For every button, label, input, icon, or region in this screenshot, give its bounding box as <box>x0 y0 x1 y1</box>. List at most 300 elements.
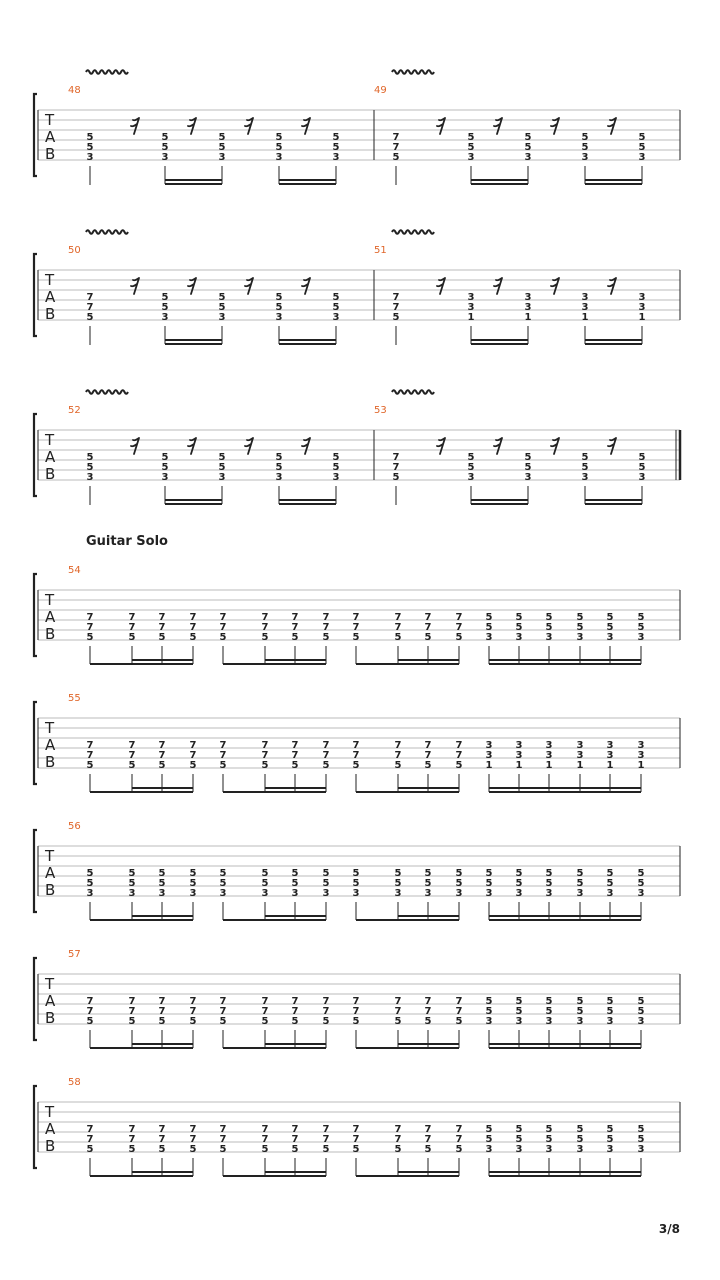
fret-number: 5 <box>637 1134 645 1145</box>
fret-number: 5 <box>455 878 463 889</box>
tab-clef-letter: A <box>45 288 56 306</box>
fret-number: 3 <box>524 472 532 483</box>
fret-number: 5 <box>218 452 226 463</box>
fret-number: 7 <box>189 750 197 761</box>
fret-number: 5 <box>637 622 645 633</box>
fret-number: 3 <box>638 152 646 163</box>
fret-number: 3 <box>581 302 589 313</box>
fret-number: 5 <box>161 302 169 313</box>
fret-number: 7 <box>189 996 197 1007</box>
fret-number: 5 <box>638 142 646 153</box>
vibrato-icon <box>392 230 434 234</box>
fret-number: 7 <box>219 1134 227 1145</box>
fret-number: 5 <box>275 132 283 143</box>
fret-number: 5 <box>485 612 493 623</box>
vibrato-icon <box>86 70 128 74</box>
fret-number: 7 <box>394 612 402 623</box>
fret-number: 5 <box>352 1016 360 1027</box>
fret-number: 3 <box>581 152 589 163</box>
fret-number: 3 <box>485 750 493 761</box>
fret-number: 5 <box>638 452 646 463</box>
fret-number: 5 <box>392 152 400 163</box>
fret-number: 7 <box>189 740 197 751</box>
fret-number: 7 <box>189 622 197 633</box>
fret-number: 5 <box>261 878 269 889</box>
fret-number: 3 <box>275 472 283 483</box>
fret-number: 3 <box>637 888 645 899</box>
fret-number: 7 <box>219 996 227 1007</box>
fret-number: 5 <box>637 612 645 623</box>
fret-number: 5 <box>515 622 523 633</box>
fret-number: 5 <box>606 612 614 623</box>
fret-number: 3 <box>576 632 584 643</box>
fret-number: 5 <box>637 1006 645 1017</box>
fret-number: 7 <box>158 996 166 1007</box>
fret-number: 3 <box>606 632 614 643</box>
fret-number: 7 <box>455 750 463 761</box>
fret-number: 7 <box>219 1124 227 1135</box>
fret-number: 5 <box>352 878 360 889</box>
fret-number: 5 <box>467 142 475 153</box>
fret-number: 3 <box>485 632 493 643</box>
fret-number: 3 <box>576 1144 584 1155</box>
fret-number: 5 <box>322 760 330 771</box>
fret-number: 7 <box>128 612 136 623</box>
fret-number: 3 <box>545 740 553 751</box>
fret-number: 7 <box>352 612 360 623</box>
fret-number: 5 <box>275 452 283 463</box>
fret-number: 5 <box>515 612 523 623</box>
fret-number: 5 <box>455 1016 463 1027</box>
fret-number: 3 <box>467 302 475 313</box>
fret-number: 7 <box>158 750 166 761</box>
fret-number: 7 <box>352 1124 360 1135</box>
tab-clef-letter: B <box>45 881 56 899</box>
fret-number: 7 <box>322 1134 330 1145</box>
sixteenth-rest-icon <box>437 118 445 134</box>
fret-number: 3 <box>637 632 645 643</box>
fret-number: 7 <box>424 750 432 761</box>
system-bracket <box>34 830 37 912</box>
fret-number: 3 <box>219 888 227 899</box>
fret-number: 5 <box>515 1134 523 1145</box>
sixteenth-rest-icon <box>245 278 253 294</box>
fret-number: 5 <box>158 868 166 879</box>
fret-number: 5 <box>576 1124 584 1135</box>
fret-number: 5 <box>637 878 645 889</box>
fret-number: 3 <box>332 152 340 163</box>
sixteenth-rest-icon <box>494 438 502 454</box>
fret-number: 7 <box>424 740 432 751</box>
fret-number: 5 <box>275 142 283 153</box>
fret-number: 5 <box>576 1134 584 1145</box>
measure-number: 58 <box>68 1077 81 1088</box>
fret-number: 5 <box>218 462 226 473</box>
measure-number: 55 <box>68 693 81 704</box>
fret-number: 7 <box>291 996 299 1007</box>
fret-number: 7 <box>219 750 227 761</box>
tab-clef-letter: A <box>45 1120 56 1138</box>
fret-number: 3 <box>86 472 94 483</box>
fret-number: 7 <box>261 740 269 751</box>
fret-number: 5 <box>128 878 136 889</box>
fret-number: 5 <box>606 1124 614 1135</box>
fret-number: 5 <box>219 868 227 879</box>
fret-number: 7 <box>291 740 299 751</box>
fret-number: 5 <box>86 632 94 643</box>
fret-number: 5 <box>189 1016 197 1027</box>
section-label-guitar-solo: Guitar Solo <box>86 534 168 549</box>
fret-number: 5 <box>581 142 589 153</box>
fret-number: 5 <box>524 462 532 473</box>
fret-number: 5 <box>161 142 169 153</box>
sixteenth-rest-icon <box>188 118 196 134</box>
fret-number: 5 <box>86 1144 94 1155</box>
fret-number: 3 <box>606 1144 614 1155</box>
system-bracket <box>34 94 37 176</box>
tab-clef-letter: B <box>45 145 56 163</box>
system-bracket <box>34 574 37 656</box>
fret-number: 5 <box>545 612 553 623</box>
vibrato-icon <box>86 390 128 394</box>
fret-number: 7 <box>128 622 136 633</box>
fret-number: 3 <box>158 888 166 899</box>
fret-number: 7 <box>86 1006 94 1017</box>
fret-number: 3 <box>637 1016 645 1027</box>
fret-number: 5 <box>394 878 402 889</box>
fret-number: 7 <box>394 996 402 1007</box>
sixteenth-rest-icon <box>302 438 310 454</box>
fret-number: 7 <box>261 1134 269 1145</box>
fret-number: 3 <box>332 472 340 483</box>
tab-clef-letter: T <box>45 111 55 129</box>
tab-clef-letter: T <box>45 975 55 993</box>
fret-number: 5 <box>392 312 400 323</box>
fret-number: 7 <box>158 1124 166 1135</box>
fret-number: 3 <box>637 740 645 751</box>
tab-clef-letter: B <box>45 753 56 771</box>
fret-number: 3 <box>606 1016 614 1027</box>
fret-number: 5 <box>86 868 94 879</box>
sixteenth-rest-icon <box>437 278 445 294</box>
fret-number: 7 <box>352 750 360 761</box>
fret-number: 5 <box>485 868 493 879</box>
fret-number: 5 <box>352 632 360 643</box>
fret-number: 5 <box>218 142 226 153</box>
sixteenth-rest-icon <box>494 278 502 294</box>
fret-number: 5 <box>394 632 402 643</box>
tab-clef-letter: T <box>45 591 55 609</box>
fret-number: 5 <box>467 452 475 463</box>
fret-number: 7 <box>128 1134 136 1145</box>
fret-number: 5 <box>485 1124 493 1135</box>
fret-number: 5 <box>218 292 226 303</box>
fret-number: 7 <box>291 1006 299 1017</box>
fret-number: 1 <box>576 760 584 771</box>
fret-number: 3 <box>485 740 493 751</box>
fret-number: 5 <box>424 760 432 771</box>
fret-number: 7 <box>219 740 227 751</box>
sixteenth-rest-icon <box>131 278 139 294</box>
fret-number: 7 <box>322 1124 330 1135</box>
fret-number: 5 <box>261 868 269 879</box>
fret-number: 3 <box>581 472 589 483</box>
fret-number: 5 <box>189 760 197 771</box>
fret-number: 5 <box>581 132 589 143</box>
fret-number: 3 <box>485 888 493 899</box>
fret-number: 3 <box>189 888 197 899</box>
tab-clef-letter: T <box>45 431 55 449</box>
fret-number: 3 <box>524 292 532 303</box>
fret-number: 5 <box>291 868 299 879</box>
fret-number: 5 <box>637 1124 645 1135</box>
fret-number: 5 <box>128 632 136 643</box>
fret-number: 5 <box>275 302 283 313</box>
fret-number: 5 <box>219 878 227 889</box>
fret-number: 5 <box>515 1006 523 1017</box>
tab-clef-letter: T <box>45 719 55 737</box>
fret-number: 7 <box>86 612 94 623</box>
fret-number: 7 <box>86 302 94 313</box>
fret-number: 3 <box>322 888 330 899</box>
fret-number: 7 <box>392 132 400 143</box>
fret-number: 7 <box>86 292 94 303</box>
fret-number: 5 <box>291 878 299 889</box>
fret-number: 5 <box>332 452 340 463</box>
fret-number: 3 <box>467 292 475 303</box>
fret-number: 5 <box>275 462 283 473</box>
fret-number: 7 <box>322 996 330 1007</box>
tab-clef-letter: A <box>45 736 56 754</box>
fret-number: 3 <box>455 888 463 899</box>
fret-number: 5 <box>218 132 226 143</box>
measure-number: 50 <box>68 245 81 256</box>
fret-number: 5 <box>128 1016 136 1027</box>
fret-number: 7 <box>128 996 136 1007</box>
fret-number: 5 <box>394 868 402 879</box>
sixteenth-rest-icon <box>608 278 616 294</box>
fret-number: 3 <box>638 472 646 483</box>
fret-number: 5 <box>455 632 463 643</box>
fret-number: 3 <box>515 632 523 643</box>
tab-clef-letter: B <box>45 1137 56 1155</box>
fret-number: 5 <box>524 452 532 463</box>
fret-number: 7 <box>219 1006 227 1017</box>
fret-number: 7 <box>455 622 463 633</box>
fret-number: 7 <box>394 750 402 761</box>
fret-number: 7 <box>352 1134 360 1145</box>
fret-number: 5 <box>322 868 330 879</box>
fret-number: 5 <box>128 868 136 879</box>
fret-number: 5 <box>219 1144 227 1155</box>
fret-number: 7 <box>189 1124 197 1135</box>
fret-number: 5 <box>322 1144 330 1155</box>
fret-number: 3 <box>161 472 169 483</box>
fret-number: 5 <box>467 462 475 473</box>
fret-number: 5 <box>158 632 166 643</box>
fret-number: 3 <box>394 888 402 899</box>
fret-number: 3 <box>545 1144 553 1155</box>
tab-clef-letter: B <box>45 1009 56 1027</box>
fret-number: 1 <box>637 760 645 771</box>
fret-number: 5 <box>86 312 94 323</box>
page-number: 3/8 <box>658 1222 680 1236</box>
fret-number: 7 <box>424 996 432 1007</box>
fret-number: 5 <box>606 622 614 633</box>
fret-number: 3 <box>261 888 269 899</box>
fret-number: 7 <box>86 996 94 1007</box>
fret-number: 5 <box>332 292 340 303</box>
vibrato-icon <box>86 230 128 234</box>
fret-number: 5 <box>219 1016 227 1027</box>
fret-number: 5 <box>261 632 269 643</box>
sixteenth-rest-icon <box>131 438 139 454</box>
fret-number: 5 <box>545 1134 553 1145</box>
fret-number: 5 <box>291 632 299 643</box>
fret-number: 5 <box>606 1006 614 1017</box>
fret-number: 7 <box>189 1006 197 1017</box>
fret-number: 7 <box>394 1006 402 1017</box>
tab-clef-letter: T <box>45 271 55 289</box>
fret-number: 5 <box>332 302 340 313</box>
sixteenth-rest-icon <box>551 118 559 134</box>
fret-number: 7 <box>291 750 299 761</box>
fret-number: 5 <box>161 292 169 303</box>
tab-clef-letter: A <box>45 608 56 626</box>
fret-number: 3 <box>606 740 614 751</box>
fret-number: 5 <box>515 868 523 879</box>
vibrato-icon <box>392 70 434 74</box>
fret-number: 5 <box>545 1006 553 1017</box>
fret-number: 5 <box>424 1016 432 1027</box>
fret-number: 3 <box>576 888 584 899</box>
fret-number: 5 <box>467 132 475 143</box>
fret-number: 7 <box>424 1134 432 1145</box>
fret-number: 3 <box>161 312 169 323</box>
fret-number: 7 <box>86 750 94 761</box>
fret-number: 5 <box>291 1144 299 1155</box>
fret-number: 3 <box>515 888 523 899</box>
fret-number: 7 <box>291 1124 299 1135</box>
fret-number: 5 <box>161 132 169 143</box>
fret-number: 7 <box>261 1006 269 1017</box>
fret-number: 7 <box>352 622 360 633</box>
fret-number: 7 <box>158 1134 166 1145</box>
fret-number: 5 <box>219 760 227 771</box>
fret-number: 3 <box>485 1016 493 1027</box>
fret-number: 7 <box>158 612 166 623</box>
sixteenth-rest-icon <box>494 118 502 134</box>
fret-number: 5 <box>576 878 584 889</box>
fret-number: 5 <box>606 996 614 1007</box>
sixteenth-rest-icon <box>551 278 559 294</box>
fret-number: 7 <box>455 612 463 623</box>
fret-number: 3 <box>218 472 226 483</box>
fret-number: 3 <box>128 888 136 899</box>
fret-number: 3 <box>545 750 553 761</box>
system-bracket <box>34 1086 37 1168</box>
fret-number: 5 <box>455 868 463 879</box>
fret-number: 3 <box>524 152 532 163</box>
fret-number: 5 <box>219 632 227 643</box>
fret-number: 7 <box>261 1124 269 1135</box>
fret-number: 7 <box>424 1006 432 1017</box>
fret-number: 5 <box>86 452 94 463</box>
tab-clef-letter: B <box>45 465 56 483</box>
sixteenth-rest-icon <box>131 118 139 134</box>
system-bracket <box>34 254 37 336</box>
fret-number: 5 <box>161 452 169 463</box>
fret-number: 5 <box>637 868 645 879</box>
measure-number: 57 <box>68 949 81 960</box>
fret-number: 5 <box>275 292 283 303</box>
fret-number: 5 <box>485 1134 493 1145</box>
fret-number: 7 <box>322 1006 330 1017</box>
measure-number: 49 <box>374 85 387 96</box>
fret-number: 3 <box>218 312 226 323</box>
tab-clef-letter: B <box>45 305 56 323</box>
fret-number: 7 <box>291 612 299 623</box>
fret-number: 7 <box>424 612 432 623</box>
fret-number: 7 <box>352 1006 360 1017</box>
fret-number: 1 <box>638 312 646 323</box>
fret-number: 3 <box>161 152 169 163</box>
fret-number: 5 <box>189 868 197 879</box>
fret-number: 5 <box>485 1006 493 1017</box>
sixteenth-rest-icon <box>608 438 616 454</box>
fret-number: 5 <box>524 132 532 143</box>
fret-number: 7 <box>158 1006 166 1017</box>
fret-number: 3 <box>576 740 584 751</box>
fret-number: 7 <box>86 1124 94 1135</box>
fret-number: 3 <box>275 152 283 163</box>
fret-number: 7 <box>394 1124 402 1135</box>
fret-number: 3 <box>545 1016 553 1027</box>
fret-number: 7 <box>392 142 400 153</box>
sixteenth-rest-icon <box>608 118 616 134</box>
fret-number: 5 <box>394 1144 402 1155</box>
fret-number: 3 <box>606 750 614 761</box>
tab-clef-letter: A <box>45 448 56 466</box>
fret-number: 5 <box>322 1016 330 1027</box>
fret-number: 5 <box>638 132 646 143</box>
fret-number: 3 <box>515 1144 523 1155</box>
fret-number: 3 <box>291 888 299 899</box>
tab-clef-letter: T <box>45 847 55 865</box>
fret-number: 3 <box>638 302 646 313</box>
fret-number: 5 <box>638 462 646 473</box>
fret-number: 7 <box>261 750 269 761</box>
measure-number: 53 <box>374 405 387 416</box>
fret-number: 3 <box>581 292 589 303</box>
fret-number: 5 <box>581 462 589 473</box>
fret-number: 5 <box>545 878 553 889</box>
fret-number: 5 <box>545 622 553 633</box>
sixteenth-rest-icon <box>302 118 310 134</box>
fret-number: 5 <box>455 1144 463 1155</box>
system-bracket <box>34 414 37 496</box>
fret-number: 5 <box>158 1016 166 1027</box>
fret-number: 3 <box>524 302 532 313</box>
fret-number: 7 <box>352 740 360 751</box>
fret-number: 7 <box>128 1124 136 1135</box>
fret-number: 7 <box>424 622 432 633</box>
fret-number: 5 <box>332 132 340 143</box>
fret-number: 5 <box>161 462 169 473</box>
fret-number: 1 <box>606 760 614 771</box>
fret-number: 5 <box>394 1016 402 1027</box>
measure-number: 51 <box>374 245 387 256</box>
